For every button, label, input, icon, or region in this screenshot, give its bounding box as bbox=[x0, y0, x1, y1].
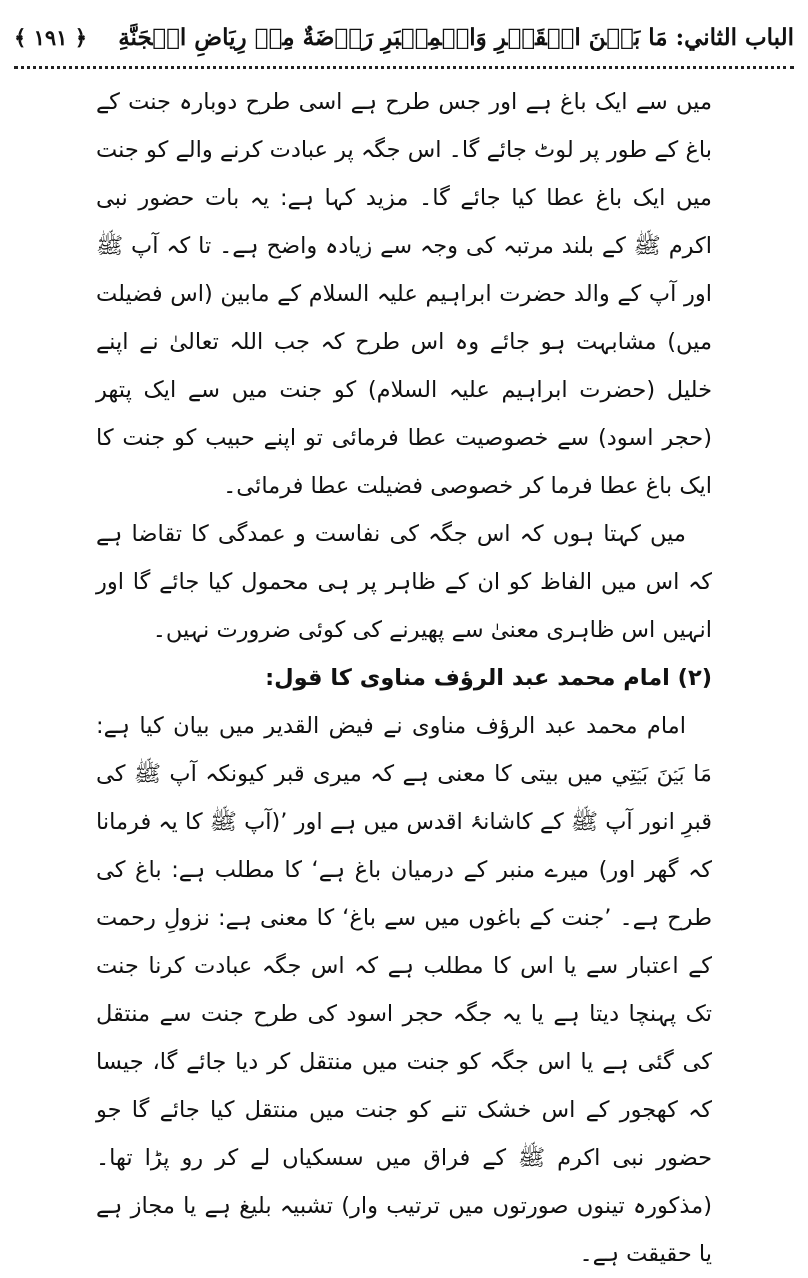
header-divider bbox=[14, 66, 794, 69]
paragraph: میں سے ایک باغ ہے اور جس طرح ہے اسی طرح دوبارہ جنت کے باغ کے طور پر لوٹ جائے گا۔ اس جگہ پر عبادت کرنے والے کو جنت میں ایک باغ عطا کیا جائے گا۔ مزید کہا ہے: یہ بات حضور نبی اکرم ﷺ کے بلند مرتبہ کی وجہ سے زیادہ واضح ہے۔ تا کہ آپ ﷺ اور آپ کے والد حضرت ابراہیم علیہ السلام کے مابین (اس فضیلت میں) مشابہت ہو جائے وہ اس طرح کہ جب اللہ تعالیٰ نے اپنے خلیل (حضرت ابراہیم علیہ السلام) کو جنت میں سے ایک پتھر (حجر اسود) سے خصوصیت عطا فرمائی تو اپنے حبیب کو جنت کا ایک باغ عطا فرما کر خصوصی فضیلت عطا فرمائی۔ bbox=[96, 89, 712, 499]
page-number: ﴿ ۱۹۱ ﴾ bbox=[14, 24, 88, 50]
paragraph: میں کہتا ہوں کہ اس جگہ کی نفاست و عمدگی کا تقاضا ہے کہ اس میں الفاظ کو ان کے ظاہر پر ہی محمول کیا جائے گا اور انہیں اس ظاہری معنیٰ سے پھیرنے کی کوئی ضرورت نہیں۔ bbox=[96, 521, 712, 643]
chapter-title: الباب الثاني: مَا بَيۡنَ الۡقَبۡرِ وَالۡمِنۡبَرِ رَوۡضَةٌ مِنۡ رِيَاضِ الۡجَنَّةِ bbox=[118, 23, 794, 51]
page-header bbox=[14, 14, 794, 60]
section-heading: (۲) امام محمد عبد الرؤف مناوی کا قول: bbox=[265, 665, 712, 691]
paragraph: امام محمد عبد الرؤف مناوی نے فیض القدیر میں بیان کیا ہے: مَا بَيۡنَ بَيۡتِي میں بیتی کا معنی ہے کہ میری قبر کیونکہ آپ ﷺ کی قبرِ انور آپ ﷺ کے کاشانۂ اقدس میں ہے اور ’(آپ ﷺ کا یہ فرمانا کہ گھر اور) میرے منبر کے درمیان باغ ہے‘ کا مطلب ہے: باغ کی طرح ہے۔ ’جنت کے باغوں میں سے باغ‘ کا معنی ہے: نزولِ رحمت کے اعتبار سے یا اس کا مطلب ہے کہ اس جگہ عبادت کرنا جنت تک پہنچا دیتا ہے یا یہ جگہ حجر اسود کی طرح جنت سے منتقل کی گئی ہے یا اس جگہ کو جنت میں منتقل کر دیا جائے گا، جیسا کہ کھجور کے اس خشک تنے کو جنت میں منتقل کیا جائے گا جو حضور نبی اکرم ﷺ کے فراق میں سسکیاں لے کر رو پڑا تھا۔ (مذکورہ تینوں صورتوں میں ترتیب وار) تشبیہ بلیغ ہے یا مجاز ہے یا حقیقت ہے۔ bbox=[96, 713, 712, 1267]
body-text bbox=[96, 78, 712, 1278]
